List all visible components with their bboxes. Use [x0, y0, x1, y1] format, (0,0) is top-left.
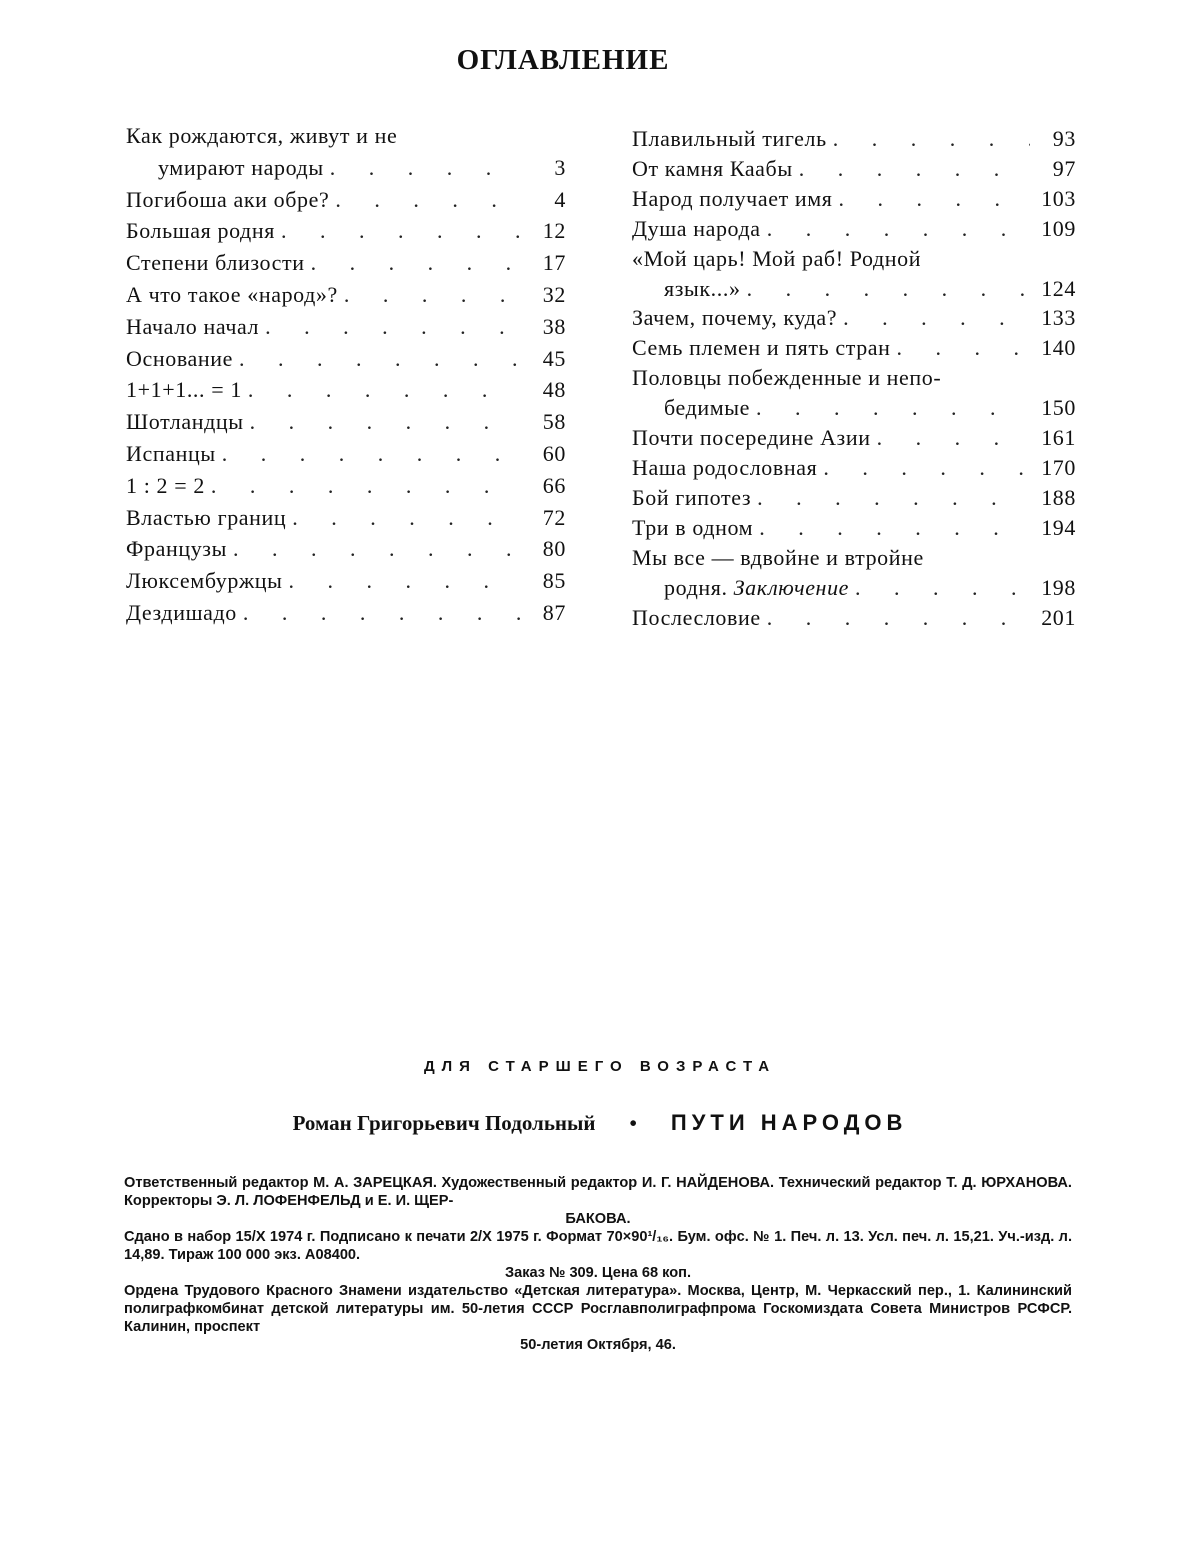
- toc-page-number: 60: [542, 440, 566, 466]
- toc-entry-title: Властью границ: [126, 504, 287, 530]
- toc-page-number: 38: [542, 313, 566, 339]
- dot-leader: [222, 438, 520, 470]
- dot-leader: [248, 374, 520, 406]
- toc-page-number: 66: [542, 472, 566, 498]
- dot-leader: [281, 215, 520, 247]
- toc-entry-title: умирают народы: [158, 154, 324, 180]
- toc-entry-title: Французы: [126, 536, 227, 562]
- toc-entry: [126, 215, 566, 247]
- toc-entry-title: Степени близости: [126, 250, 305, 276]
- toc-entry-title: родня.: [664, 574, 728, 600]
- toc-entry-title: Плавильный тигель: [632, 126, 827, 151]
- toc-entry-title: Большая родня: [126, 218, 275, 244]
- toc-title: ОГЛАВЛЕНИЕ: [456, 44, 670, 76]
- toc-column-right: [632, 124, 1076, 632]
- toc-entry-title: Шотландцы: [126, 409, 244, 435]
- toc-entry: [632, 453, 1076, 483]
- bullet-separator: •: [629, 1111, 637, 1135]
- dot-leader: [233, 533, 520, 565]
- toc-page-number: 12: [542, 218, 566, 244]
- toc-page-number: 17: [542, 250, 566, 276]
- toc-entry-title: язык...»: [664, 275, 741, 301]
- dot-leader: [243, 597, 520, 629]
- toc-entry: [126, 597, 566, 629]
- toc-entry-title: Семь племен и пять стран: [632, 335, 891, 361]
- dot-leader: [855, 573, 1030, 603]
- toc-entry-title: Начало начал: [126, 313, 260, 339]
- toc-entry-title: 1 : 2 = 2: [126, 472, 205, 498]
- dot-leader: [335, 184, 520, 216]
- toc-entry-title: Наша родословная: [632, 454, 818, 480]
- imprint-publisher-end: 50-летия Октября, 46.: [520, 1337, 676, 1353]
- toc-entry: [632, 214, 1076, 244]
- dot-leader: [265, 311, 520, 343]
- toc-page-number: 45: [542, 345, 566, 371]
- toc-entry-title: Послесловие: [632, 604, 761, 630]
- toc-entry: [126, 279, 566, 311]
- toc-page-number: 80: [542, 536, 566, 562]
- toc-entry-title: бедимые: [664, 395, 751, 421]
- dot-leader: [833, 124, 1030, 154]
- toc-entry: [632, 154, 1076, 184]
- toc-page-number: 170: [1041, 454, 1076, 480]
- toc-entry: [632, 603, 1076, 633]
- toc-page-number: 32: [542, 281, 566, 307]
- toc-page-number: 140: [1041, 335, 1076, 361]
- toc-page-number: 58: [542, 409, 566, 435]
- toc-column-left: [126, 120, 566, 629]
- author-name: Роман Григорьевич Подольный: [292, 1111, 596, 1135]
- toc-entry: [126, 438, 566, 470]
- toc-entry-title: Народ получает имя: [632, 185, 833, 211]
- toc-page-number: 103: [1041, 185, 1076, 211]
- toc-entry-title: Как рождаются, живут и не: [126, 123, 398, 148]
- toc-page-number: 188: [1041, 484, 1076, 510]
- toc-entry-title: Душа народа: [632, 215, 761, 241]
- imprint-editors-end: БАКОВА.: [565, 1211, 631, 1227]
- toc-entry-title: Дездишадо: [126, 599, 237, 625]
- toc-page-number: 198: [1041, 574, 1076, 600]
- imprint-editors: Ответственный редактор М. А. ЗАРЕЦКАЯ. Художественный редактор И. Г. НАЙДЕНОВА. Технический редактор Т. Д. ЮРХАНОВА. Корректоры Э. Л. ЛОФЕНФЕЛЬД и Е. И. ЩЕР-: [124, 1175, 1072, 1209]
- toc-page-number: 97: [1052, 155, 1076, 181]
- toc-entry-title: Мы все — вдвойне и втройне: [632, 544, 924, 570]
- toc-entry: [632, 423, 1076, 453]
- dot-leader: [897, 333, 1030, 363]
- toc-entry-title: Испанцы: [126, 440, 216, 466]
- toc-page-number: 48: [542, 377, 566, 403]
- toc-entry-italic: Заключение: [727, 574, 850, 600]
- dot-leader: [311, 247, 520, 279]
- toc-entry: [126, 247, 566, 279]
- dot-leader: [344, 279, 520, 311]
- toc-entry: [126, 184, 566, 216]
- dot-leader: [757, 483, 1030, 513]
- dot-leader: [767, 603, 1030, 633]
- toc-page-number: 194: [1041, 514, 1076, 540]
- toc-entry-title: Погибоша аки обре?: [126, 186, 330, 212]
- toc-page-number: 72: [542, 504, 566, 530]
- toc-entry: [632, 333, 1076, 363]
- toc-entry-title: Бой гипотез: [632, 484, 752, 510]
- author-title-line: [0, 1110, 1200, 1136]
- toc-entry: [632, 513, 1076, 543]
- toc-entry: [126, 374, 566, 406]
- toc-entry-title: «Мой царь! Мой раб! Родной: [632, 245, 922, 271]
- toc-entry: [126, 406, 566, 438]
- dot-leader: [211, 470, 520, 502]
- toc-entry-title: Половцы побежденные и непо-: [632, 365, 942, 391]
- dot-leader: [747, 274, 1030, 304]
- toc-entry-title: Основание: [126, 345, 233, 371]
- toc-entry-title: Почти посередине Азии: [632, 425, 871, 451]
- toc-entry: [632, 184, 1076, 214]
- toc-entry: [126, 502, 566, 534]
- toc-entry: [126, 533, 566, 565]
- dot-leader: [843, 303, 1030, 333]
- book-title: ПУТИ НАРОДОВ: [670, 1110, 908, 1135]
- toc-entry-title: Три в одном: [632, 514, 754, 540]
- dot-leader: [759, 513, 1030, 543]
- toc-entry: [126, 311, 566, 343]
- toc-entry: [126, 343, 566, 375]
- imprint-block: [124, 1174, 1072, 1354]
- toc-page-number: 150: [1041, 395, 1076, 421]
- dot-leader: [877, 423, 1030, 453]
- toc-entry-title: 1+1+1... = 1: [126, 377, 242, 403]
- toc-entry-title: Зачем, почему, куда?: [632, 305, 838, 331]
- toc-entry-title: А что такое «народ»?: [126, 281, 338, 307]
- toc-page-number: 87: [542, 599, 566, 625]
- toc-entry: [126, 470, 566, 502]
- toc-entry: [126, 565, 566, 597]
- toc-page-number: 133: [1041, 305, 1076, 331]
- toc-entry: [632, 363, 1076, 423]
- toc-page-number: 85: [542, 568, 566, 594]
- toc-entry-title: Люксембуржцы: [126, 568, 283, 594]
- toc-entry: [632, 244, 1076, 304]
- dot-leader: [756, 393, 1030, 423]
- toc-page-number: 124: [1041, 275, 1076, 301]
- toc-entry: [632, 124, 1076, 154]
- toc-page-number: 161: [1041, 425, 1076, 451]
- toc-entry: [632, 543, 1076, 603]
- dot-leader: [839, 184, 1031, 214]
- dot-leader: [292, 502, 520, 534]
- dot-leader: [289, 565, 520, 597]
- age-designation: ДЛЯ СТАРШЕГО ВОЗРАСТА: [423, 1058, 777, 1075]
- imprint-print-info: Сдано в набор 15/X 1974 г. Подписано к печати 2/X 1975 г. Формат 70×90¹/₁₆. Бум. офс. № 1. Печ. л. 13. Усл. печ. л. 15,21. Уч.-изд. л. 14,89. Тираж 100 000 экз. А08400.: [124, 1229, 1072, 1263]
- imprint-publisher: Ордена Трудового Красного Знамени издательство «Детская литература». Москва, Центр, М. Черкасский пер., 1. Калининский полиграфкомбинат детской литературы им. 50-летия СССР Росглавполиграфпрома Госкомиздата Совета Министров РСФСР. Калинин, проспект: [124, 1283, 1072, 1335]
- toc-page-number: 4: [554, 186, 566, 212]
- toc-page-number: 109: [1041, 215, 1076, 241]
- toc-entry: [632, 483, 1076, 513]
- toc-page-number: 93: [1052, 126, 1076, 151]
- dot-leader: [239, 343, 520, 375]
- dot-leader: [250, 406, 520, 438]
- toc-entry: [632, 303, 1076, 333]
- toc-entry-title: От камня Каабы: [632, 155, 793, 181]
- dot-leader: [330, 152, 520, 184]
- dot-leader: [799, 154, 1030, 184]
- dot-leader: [767, 214, 1030, 244]
- toc-page-number: 201: [1041, 604, 1076, 630]
- dot-leader: [823, 453, 1030, 483]
- toc-page-number: 3: [554, 154, 566, 180]
- toc-entry: [126, 120, 566, 184]
- imprint-order: Заказ № 309. Цена 68 коп.: [504, 1265, 692, 1281]
